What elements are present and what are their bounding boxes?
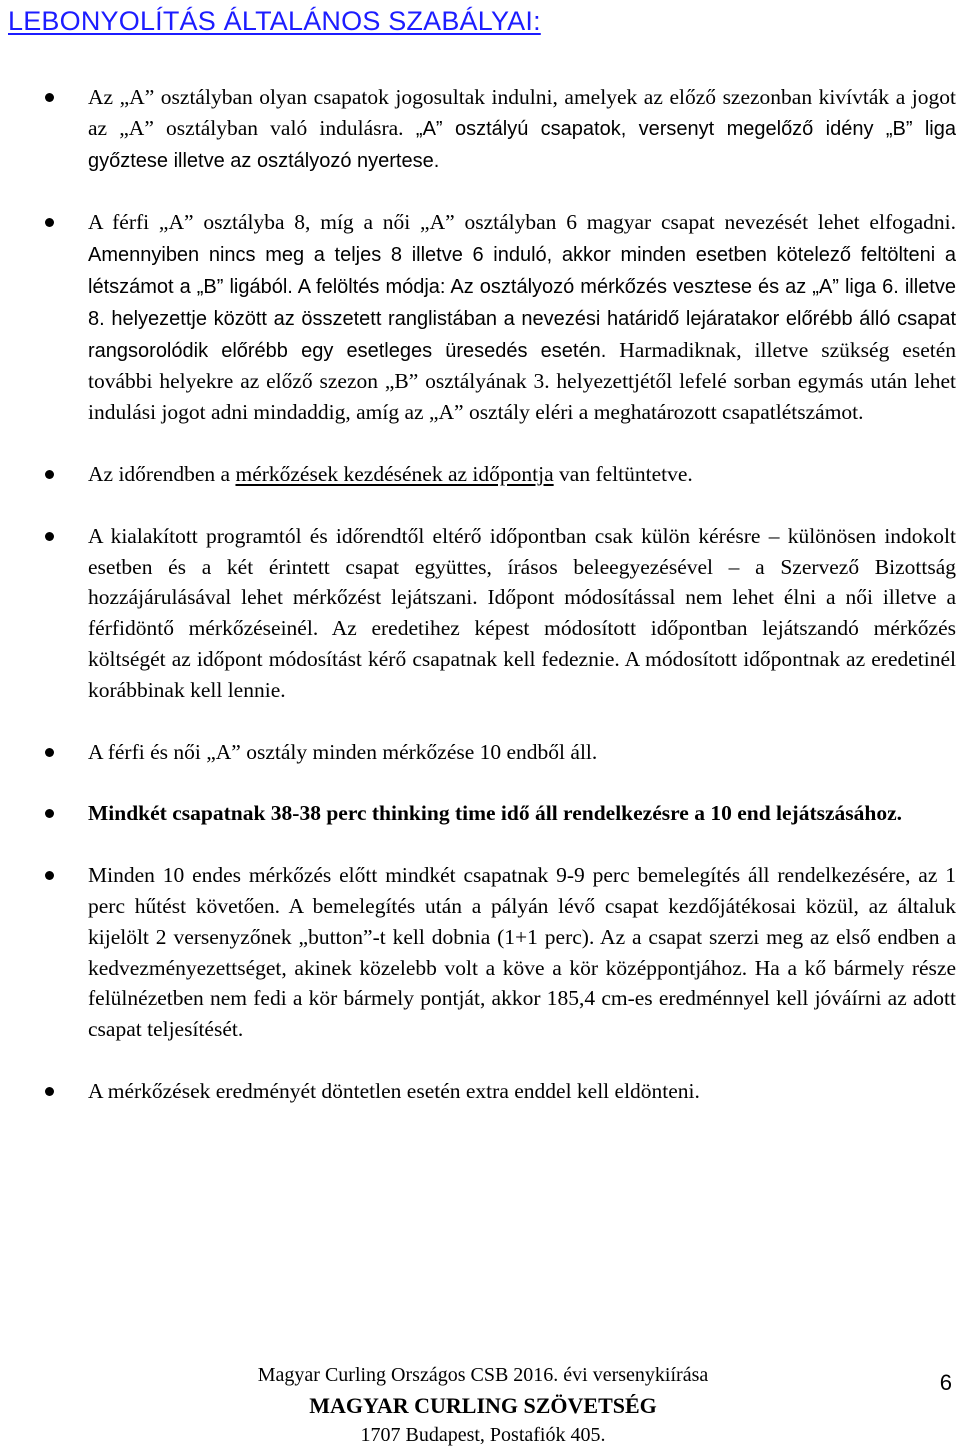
item-text: Az időrendben a [88,461,236,486]
item-text: Harmadiknak, illetve szükség esetén további helyekre az előző szezon „B” osztályának 3. helyezettjétől lefelé sorban egymás után lehet indulási jogot adni mindaddig, amíg az „A” osztály eléri a meghatározott csapatlétszámot. [88,337,957,425]
bullet-icon [45,871,54,880]
item-text: van feltüntetve. [553,461,693,486]
underlined-text: mérkőzések kezdésének az időpontja [235,461,554,486]
bullet-icon [45,809,54,818]
item-text: A férfi „A” osztályba 8, míg a női „A” osztályban 6 magyar csapat nevezését lehet elfogadni. [88,210,956,235]
list-item [0,521,960,706]
item-text: A kialakított programtól és időrendtől eltérő időpontban csak külön kérésre – különösen indokolt esetben és a két érintett csapat együttes, írásos beleegyezésével – a Szervező Bizottság hozzájárulásával lehet mérkőzést lejátszani. Időpont módosítással nem lehet élni a női illetve a férfidöntő mérkőzéseinél. Az eredetihez képest módosított időpontban lejátszandó mérkőzés költségét az időpont módosítást kérő csapatnak kell fedeznie. A módosított időpontnak az eredetinél korábbinak kell lennie. [88,523,956,702]
footer-document-title: Magyar Curling Országos CSB 2016. évi versenykiírása [257,1364,709,1386]
footer-organization: MAGYAR CURLING SZÖVETSÉG [309,1393,657,1418]
item-text-sans: Amennyiben nincs meg a teljes 8 illetve 6 induló, akkor minden esetben kötelező feltölteni a létszámot a „B” ligából. A felöltés módja: Az osztályozó mérkőzés vesztese és az „A” liga 6. illetve 8. helyezettje között az összetett ranglistában a nevezési határidő lejáratakor előrébb álló csapat rangsorolódik előrébb egy esetleges üresedés esetén. [88,244,956,362]
list-item [0,737,960,768]
page-footer [0,1362,960,1451]
page-title: LEBONYOLÍTÁS ÁLTALÁNOS SZABÁLYAI: [8,6,541,36]
rules-list [0,82,960,1138]
list-item [0,860,960,1045]
bullet-icon [45,1087,54,1096]
list-item [0,207,960,428]
list-item [0,459,960,490]
bullet-icon [45,532,54,541]
item-text-sans: „A” osztályú csapatok, versenyt megelőző idény „B” liga győztese illetve az osztályozó nyertese. [88,117,956,172]
item-text: Minden 10 endes mérkőzés előtt mindkét csapatnak 9-9 perc bemelegítés áll rendelkezésére, az 1 perc hűtést követően. A bemelegítés után a pályán lévő csapat kezdőjátékosai közül, az általuk kijelölt 2 versenyzőnek „button”-t kell dobnia (1+1 perc). Az a csapat szerzi meg az első endben a kedvezményezettséget, akinek közelebb volt a köve a kör középpontjához. Ha a kő bármely része felülnézetben nem fedi a kör bármely pontját, akkor 185,4 cm-es eredménnyel kell jóváírni az adott csapat teljesítését. [88,863,956,1042]
bullet-icon [45,470,54,479]
bullet-icon [45,218,54,227]
item-text: A mérkőzések eredményét döntetlen esetén extra enddel kell eldönteni. [88,1078,700,1103]
footer-address: 1707 Budapest, Postafiók 405. [360,1424,606,1446]
page-number: 6 [939,1370,952,1395]
bold-item-text: Mindkét csapatnak 38-38 perc thinking time idő áll rendelkezésre a 10 end lejátszásához. [88,801,903,826]
list-item [0,1076,960,1107]
item-text: Az „A” osztályban olyan csapatok jogosultak indulni, amelyek az előző szezonban kivívták a jogot az „A” osztályban való indulásra. [88,85,956,140]
bullet-icon [45,93,54,102]
list-item [0,798,960,829]
list-item [0,82,960,176]
bullet-icon [45,748,54,757]
item-text: A férfi és női „A” osztály minden mérkőzése 10 endből áll. [88,739,598,764]
